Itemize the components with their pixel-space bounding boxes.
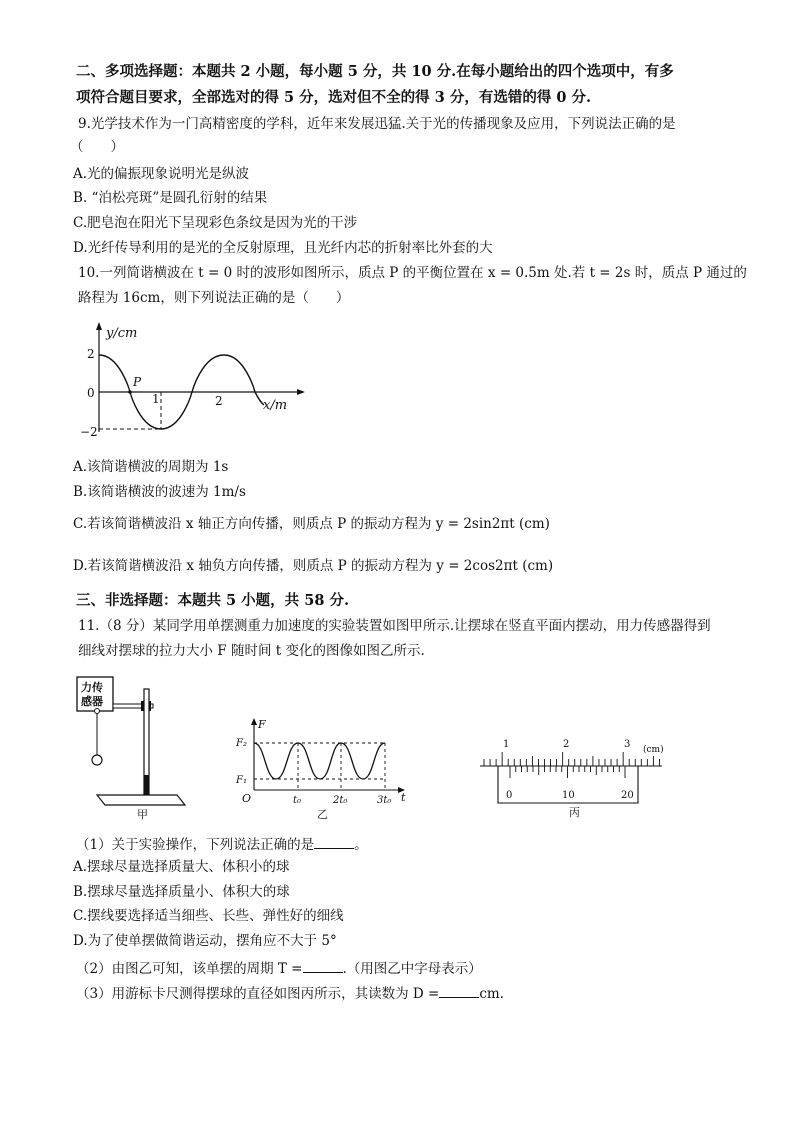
q11-sub1-option-d: D.为了使单摆做简谐运动，摆角应不大于 5° [73, 933, 337, 949]
q11-sub2-answer-blank[interactable] [303, 960, 343, 973]
q10-stem-line1: 10.一列简谐横波在 t = 0 时的波形如图所示，质点 P 的平衡位置在 x = 0.5m 处.若 t = 2s 时，质点 P 通过的 [78, 265, 747, 281]
bing-unit: (cm) [643, 745, 664, 755]
q11-sub3 [76, 985, 504, 1002]
q11-sub1-option-b: B.摆球尽量选择质量小、体积大的球 [73, 884, 290, 900]
q11-sub1-option-a: A.摆球尽量选择质量大、体积小的球 [73, 859, 290, 875]
q10-y-tick-neg2: −2 [80, 425, 98, 439]
section2-heading-line2: 项符合题目要求，全部选对的得 5 分，选对但不全的得 3 分，有选错的得 0 分. [76, 89, 592, 106]
stand-rod-base [144, 775, 149, 795]
bing-main-ticks [484, 752, 659, 766]
q10-point-p-label: P [133, 375, 142, 389]
q10-stem-line2: 路程为 16cm，则下列说法正确的是（ ） [78, 290, 350, 306]
q10-y-arrow [96, 322, 102, 330]
q10-option-b: B.该简谐横波的波速为 1m/s [73, 484, 246, 500]
q11-stem-line1: 11.（8 分）某同学用单摆测重力加速度的实验装置如图甲所示.让摆球在竖直平面内摆动，用力传感器得到 [78, 618, 711, 634]
bing-vernier-ticks [510, 766, 625, 778]
fig-jia-caption: 甲 [137, 808, 148, 821]
bing-main-label-1: 1 [503, 739, 510, 750]
bing-vernier-label-20: 20 [621, 790, 634, 801]
fig-yi-caption: 乙 [317, 808, 328, 821]
q9-option-a: A.光的偏振现象说明光是纵波 [73, 166, 250, 182]
q9-option-b: B. “泊松亮斑”是圆孔衍射的结果 [73, 190, 268, 206]
yi-x-label: t [401, 791, 406, 804]
q10-point-p [128, 390, 132, 394]
q11-fig-bing-vernier-caliper [480, 732, 690, 822]
q10-y-tick-2: 2 [87, 347, 95, 361]
q11-sub1-end: 。 [354, 837, 368, 853]
q11-sub3-end: cm. [479, 986, 504, 1002]
section2-heading-line1: 二、多项选择题：本题共 2 小题，每小题 5 分，共 10 分.在每小题给出的四个选项中，有多 [76, 63, 674, 80]
yi-origin: O [242, 792, 252, 805]
q11-fig-jia-apparatus [75, 675, 185, 820]
q9-stem: 9.光学技术作为一门高精密度的学科，近年来发展迅猛.关于光的传播现象及应用，下列说法正确的是 [78, 116, 676, 132]
section3-heading: 三、非选择题：本题共 5 小题，共 58 分. [76, 592, 350, 609]
q11-sub1 [76, 836, 368, 853]
yi-tick-f1: F₁ [236, 775, 247, 786]
q11-sub2-text: （2）由图乙可知，该单摆的周期 T = [76, 961, 303, 977]
bing-vernier-label-0: 0 [506, 790, 513, 801]
q10-option-a: A.该简谐横波的周期为 1s [73, 459, 229, 475]
q11-sub1-text: （1）关于实验操作，下列说法正确的是 [76, 837, 315, 853]
q11-fig-yi-force-graph [233, 712, 408, 822]
q10-x-tick-2: 2 [215, 394, 223, 408]
q10-option-d: D.若该简谐横波沿 x 轴负方向传播，则质点 P 的振动方程为 y = 2cos2πt (cm) [73, 558, 554, 574]
yi-tick-2t0: 2t₀ [333, 795, 348, 806]
pivot [95, 709, 100, 714]
q10-x-label: x/m [263, 398, 288, 413]
q11-sub3-answer-blank[interactable] [439, 985, 479, 998]
q11-sub2 [76, 960, 482, 977]
q11-stem-line2: 细线对摆球的拉力大小 F 随时间 t 变化的图像如图乙所示. [78, 643, 425, 659]
bing-main-label-2: 2 [563, 739, 570, 750]
bing-main-label-3: 3 [624, 739, 631, 750]
q9-option-d: D.光纤传导利用的是光的全反射原理，且光纤内芯的折射率比外套的大 [73, 240, 493, 256]
force-sensor-label-line1: 力传 [81, 681, 103, 694]
q10-wave-graph [78, 320, 318, 450]
q11-sub1-option-c: C.摆线要选择适当细些、长些、弹性好的细线 [73, 908, 344, 924]
yi-y-label: F [258, 718, 266, 731]
force-sensor-label-line2: 感器 [81, 695, 103, 708]
q11-sub1-answer-blank[interactable] [314, 836, 354, 849]
q11-sub2-end: .（用图乙中字母表示） [342, 961, 482, 977]
q10-y-label: y/cm [106, 326, 138, 341]
q10-option-c: C.若该简谐横波沿 x 轴正方向传播，则质点 P 的振动方程为 y = 2sin2πt (cm) [73, 516, 550, 532]
q9-option-c: C.肥皂泡在阳光下呈现彩色条纹是因为光的干涉 [73, 215, 358, 231]
yi-force-curve [254, 743, 385, 779]
yi-tick-f2: F₂ [236, 738, 247, 749]
pendulum-bob [92, 755, 102, 765]
stand-base [97, 795, 185, 805]
fig-bing-caption: 丙 [569, 806, 580, 819]
yi-y-arrow [251, 718, 257, 725]
bing-vernier-label-10: 10 [562, 790, 575, 801]
yi-tick-t0: t₀ [293, 795, 302, 806]
q10-x-arrow [297, 389, 305, 395]
q9-answer-paren: （ ） [70, 139, 124, 155]
q10-origin-label: 0 [87, 386, 95, 400]
q11-sub3-text: （3）用游标卡尺测得摆球的直径如图丙所示，其读数为 D = [76, 986, 440, 1002]
q10-x-tick-1: 1 [152, 392, 160, 406]
yi-tick-3t0: 3t₀ [377, 795, 392, 806]
